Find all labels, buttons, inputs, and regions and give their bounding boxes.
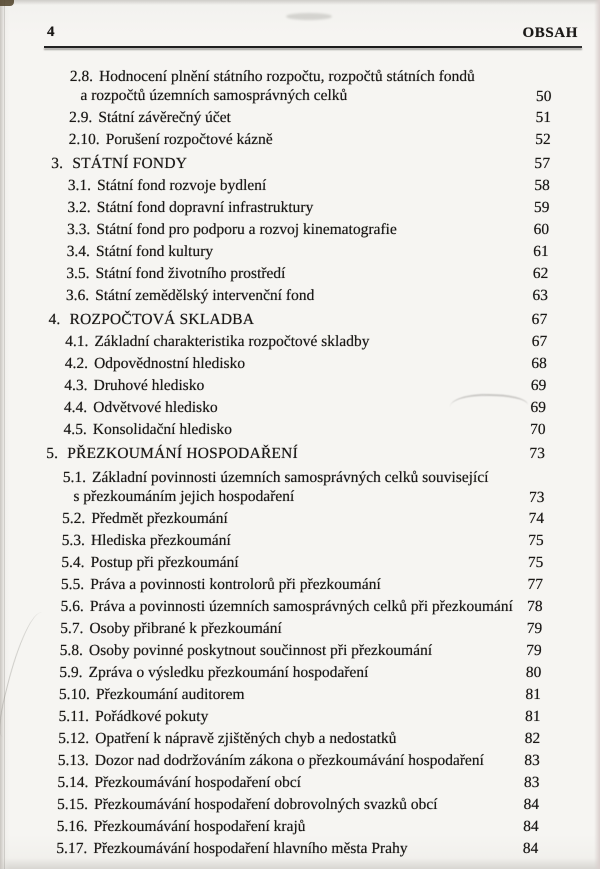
toc-entry-number: 3.5. [66, 265, 90, 282]
toc-entry-number: 5.1. [62, 469, 87, 486]
toc-entry-title-line1: Opatření k nápravě zjištěných chyb a nedostatků [95, 730, 397, 747]
toc-entry-title [93, 399, 218, 416]
toc-entry [59, 684, 549, 706]
toc-entry-page: 83 [523, 774, 540, 791]
toc-entry-title-line1: Státní fond dopravní infrastruktury [96, 199, 314, 216]
toc-entry [64, 375, 554, 397]
toc-entry-title-line1: Osoby povinné poskytnout součinnost při přezkoumání [88, 642, 433, 659]
toc-entry-title [91, 532, 231, 549]
toc-entry-page: 70 [529, 421, 546, 438]
toc-entry-title [62, 469, 552, 506]
toc-entry-page: 82 [524, 730, 541, 747]
toc-entry-title-line1: STÁTNÍ FONDY [72, 155, 188, 172]
toc-entry-title-line2: a rozpočtů územních samosprávných celků [80, 87, 348, 104]
toc-entry [59, 662, 549, 684]
toc-entry-number: 5.16. [56, 818, 88, 835]
toc-entry-title-line1: Práva a povinnosti územních samosprávných celků při přezkoumání [89, 598, 514, 615]
toc-entry-title [90, 554, 238, 571]
toc-entry-title-line1: Státní zemědělský intervenční fond [95, 287, 315, 304]
toc-entry [67, 219, 557, 241]
toc-entry-title [89, 620, 282, 637]
toc-entry-title-line1: Práva a povinnosti kontrolorů při přezkoumání [90, 576, 381, 593]
toc-entry-title [89, 642, 432, 659]
toc-entry-page: 81 [524, 708, 541, 725]
toc-entry-title-line1: ROZPOČTOVÁ SKLADBA [69, 311, 255, 328]
toc-entry-title [90, 576, 381, 593]
toc-entry-page: 73 [528, 489, 545, 506]
toc-entry-title-line1: Státní fond životního prostředí [95, 265, 286, 282]
toc-entry [46, 443, 553, 465]
toc-entry-title [91, 510, 228, 527]
toc-entry-number: 5.9. [59, 664, 83, 681]
toc-entry-page: 59 [533, 199, 550, 216]
toc-entry-number: 5.4. [61, 554, 85, 571]
toc-entry-number: 3.2. [67, 199, 91, 216]
toc-entry [68, 129, 558, 151]
toc-entry-title-line1: Přezkoumávání hospodaření dobrovolných svazků obcí [93, 796, 438, 813]
toc-entry [51, 153, 558, 175]
toc-entry-number: 5.8. [59, 642, 84, 659]
toc-entry [69, 107, 559, 129]
toc-entry-title [106, 131, 273, 148]
toc-entry [61, 530, 551, 552]
header-rule [44, 46, 582, 48]
toc-entry-title [96, 243, 213, 260]
toc-entry-number: 4.1. [65, 333, 89, 350]
toc-entry [67, 241, 557, 263]
toc-entry-title-line1: Druhové hledisko [93, 377, 205, 394]
toc-entry-number: 5.15. [56, 796, 89, 813]
toc-entry-page: 77 [527, 576, 544, 593]
toc-entry-title-line1: Základní povinnosti územních samosprávných celků související [91, 469, 489, 486]
toc-entry-page: 84 [522, 840, 539, 857]
toc-entry [58, 706, 548, 728]
toc-entry-title [67, 445, 298, 462]
toc-entry-number: 3. [51, 155, 64, 172]
toc-entry-title-line1: Osoby přibrané k přezkoumání [89, 620, 282, 637]
toc-entry-title [96, 221, 397, 238]
toc-entry-number: 4.2. [64, 355, 89, 372]
toc-entry-page: 67 [531, 333, 548, 350]
toc-entry-title-line1: Přezkoumání auditorem [95, 686, 245, 703]
toc-entry-title [94, 774, 301, 791]
toc-entry [58, 750, 548, 772]
toc-entry-title-line2: s přezkoumáním jejich hospodaření [73, 488, 295, 505]
toc-entry-page: 61 [533, 243, 549, 260]
toc-entry [65, 353, 555, 375]
toc-entry-title-line1: Předmět přezkoumání [91, 510, 228, 527]
toc-entry-title [94, 818, 306, 835]
toc-entry [66, 263, 556, 285]
toc-entry-title-line1: Odpovědnostní hledisko [93, 355, 246, 372]
toc-entry [67, 197, 557, 219]
toc-entry-title [98, 109, 231, 126]
toc-entry-title [93, 421, 232, 438]
toc-entry-number: 2.9. [68, 109, 93, 126]
toc-entry-title [95, 752, 484, 769]
toc-entry-title [88, 664, 368, 681]
toc-entry-number: 5.14. [57, 774, 89, 791]
toc-entry-title-line1: Přezkoumávání hospodaření krajů [93, 818, 306, 835]
toc-entry-number: 5.17. [56, 840, 88, 857]
toc-entry-title [95, 730, 397, 747]
toc-entry-title-line1: Státní fond pro podporu a rozvoj kinematografie [96, 221, 397, 238]
toc-entry [60, 596, 550, 618]
toc-entry-title-line1: Státní závěrečný účet [98, 109, 232, 126]
toc-entry-page: 73 [529, 445, 546, 462]
toc-entry-number: 5.10. [58, 686, 91, 703]
toc-entry-title [94, 355, 245, 372]
toc-entry-page: 69 [530, 399, 547, 416]
toc-entry-title [93, 840, 408, 857]
toc-entry [48, 309, 555, 331]
toc-entry-page: 62 [532, 265, 549, 282]
toc-entry [56, 816, 546, 838]
toc-entry-title-line1: Hlediska přezkoumání [90, 532, 231, 549]
toc-entry-title-line1: Dozor nad dodržováním zákona o přezkoumávání hospodaření [94, 752, 485, 769]
toc-entry-title [97, 199, 314, 216]
toc-entry [63, 419, 553, 441]
toc-entry-page: 84 [523, 796, 540, 813]
toc-entry-title-line1: Hodnocení plnění státního rozpočtu, rozpočtů státních fondů [98, 68, 475, 85]
toc-entry-title-line1: Odvětvové hledisko [93, 399, 218, 416]
toc-entry-page: 75 [527, 554, 544, 571]
toc-entry-title [95, 265, 285, 282]
toc-entry-title-line1: PŘEZKOUMÁNÍ HOSPODAŘENÍ [67, 445, 299, 462]
toc-entry [68, 175, 558, 197]
toc-entry-page: 79 [526, 620, 543, 637]
toc-entry-number: 5.6. [60, 598, 84, 615]
toc-entry-title-line1: Konsolidační hledisko [92, 421, 233, 438]
toc-entry-title [95, 708, 209, 725]
toc-entry-page: 78 [526, 598, 543, 615]
toc-entry-title-line1: Zpráva o výsledku přezkoumání hospodaření [88, 664, 369, 681]
toc-entry [69, 64, 560, 107]
toc-entry-page: 67 [531, 311, 548, 328]
toc-entry-title [93, 377, 204, 394]
toc-entry-number: 3.3. [66, 221, 91, 238]
toc-entry-page: 51 [535, 109, 552, 126]
toc-entry [65, 331, 555, 353]
scan-artifact-right-edge [594, 0, 600, 869]
toc-entry-page: 57 [534, 155, 551, 172]
toc-entry-title [94, 333, 369, 350]
toc-entry-number: 5.3. [61, 532, 86, 549]
toc-entry-page: 60 [533, 221, 550, 238]
toc-entry-page: 74 [528, 510, 545, 527]
toc-entry [64, 397, 554, 419]
page-number: 4 [47, 24, 55, 40]
toc-entry-title-line1: Přezkoumávání hospodaření hlavního města Prahy [93, 840, 408, 857]
toc-entry-page: 50 [535, 88, 552, 105]
toc-entry-title-line1: Přezkoumávání hospodaření obcí [94, 774, 302, 791]
toc-list [0, 64, 560, 860]
toc-entry [57, 794, 547, 816]
toc-entry-title-line1: Státní fond kultury [95, 243, 214, 260]
toc-entry-title-line1: Základní charakteristika rozpočtové skladby [94, 333, 370, 350]
toc-entry-title [95, 287, 314, 304]
toc-entry [58, 728, 548, 750]
toc-entry-number: 4.4. [63, 399, 88, 416]
toc-entry-number: 4.5. [63, 421, 88, 438]
toc-entry [57, 772, 547, 794]
toc-entry-page: 58 [534, 177, 551, 194]
toc-entry-number: 4. [48, 311, 61, 328]
toc-entry-page: 79 [526, 642, 542, 659]
toc-entry-title [69, 311, 254, 328]
toc-entry-number: 3.1. [67, 177, 92, 194]
toc-entry [56, 838, 546, 860]
toc-entry [66, 285, 556, 307]
toc-entry-number: 5.7. [59, 620, 84, 637]
toc-entry-page: 75 [528, 532, 544, 549]
toc-entry-title-line1: Porušení rozpočtové kázně [105, 131, 273, 148]
toc-entry-title-line1: Pořádkové pokuty [94, 708, 209, 725]
toc-entry-number: 3.6. [65, 287, 90, 304]
toc-entry-number: 2.10. [68, 131, 100, 148]
toc-entry-number: 5.12. [58, 730, 90, 747]
toc-entry-title [96, 686, 245, 703]
toc-entry [60, 618, 550, 640]
toc-entry [60, 640, 550, 662]
toc-entry-number: 3.4. [66, 243, 91, 260]
toc-entry-number: 5. [46, 445, 59, 462]
page-title: OBSAH [522, 25, 578, 41]
scan-artifact-top-smudge [286, 13, 332, 20]
toc-entry-page: 83 [524, 752, 540, 769]
toc-entry-number: 5.13. [57, 752, 89, 769]
toc-entry [62, 465, 553, 508]
toc-entry-number: 2.8. [69, 68, 94, 85]
toc-entry [61, 574, 551, 596]
toc-entry [62, 508, 552, 530]
toc-entry-page: 80 [525, 664, 542, 681]
toc-entry-title [90, 598, 513, 615]
scan-artifact-top-edge [0, 0, 600, 5]
toc-entry-title [72, 155, 187, 172]
toc-entry-number: 5.2. [61, 510, 86, 527]
scan-artifact-corner-speck [0, 0, 14, 6]
toc-entry-page: 68 [531, 355, 547, 372]
toc-entry-number: 5.5. [60, 576, 85, 593]
toc-entry-number: 4.3. [64, 377, 88, 394]
toc-entry-page: 81 [525, 686, 542, 703]
toc-entry-title [69, 68, 559, 105]
toc-entry-page: 52 [535, 131, 551, 148]
toc-entry [61, 552, 551, 574]
toc-entry-title-line1: Státní fond rozvoje bydlení [96, 177, 267, 194]
toc-entry-title [97, 177, 266, 194]
toc-entry-page: 63 [532, 287, 549, 304]
toc-entry-title-line1: Postup při přezkoumání [90, 554, 239, 571]
toc-entry-page: 84 [523, 818, 539, 835]
toc-entry-page: 69 [530, 377, 547, 394]
toc-entry-number: 5.11. [58, 708, 90, 725]
toc-entry-title [94, 796, 438, 813]
